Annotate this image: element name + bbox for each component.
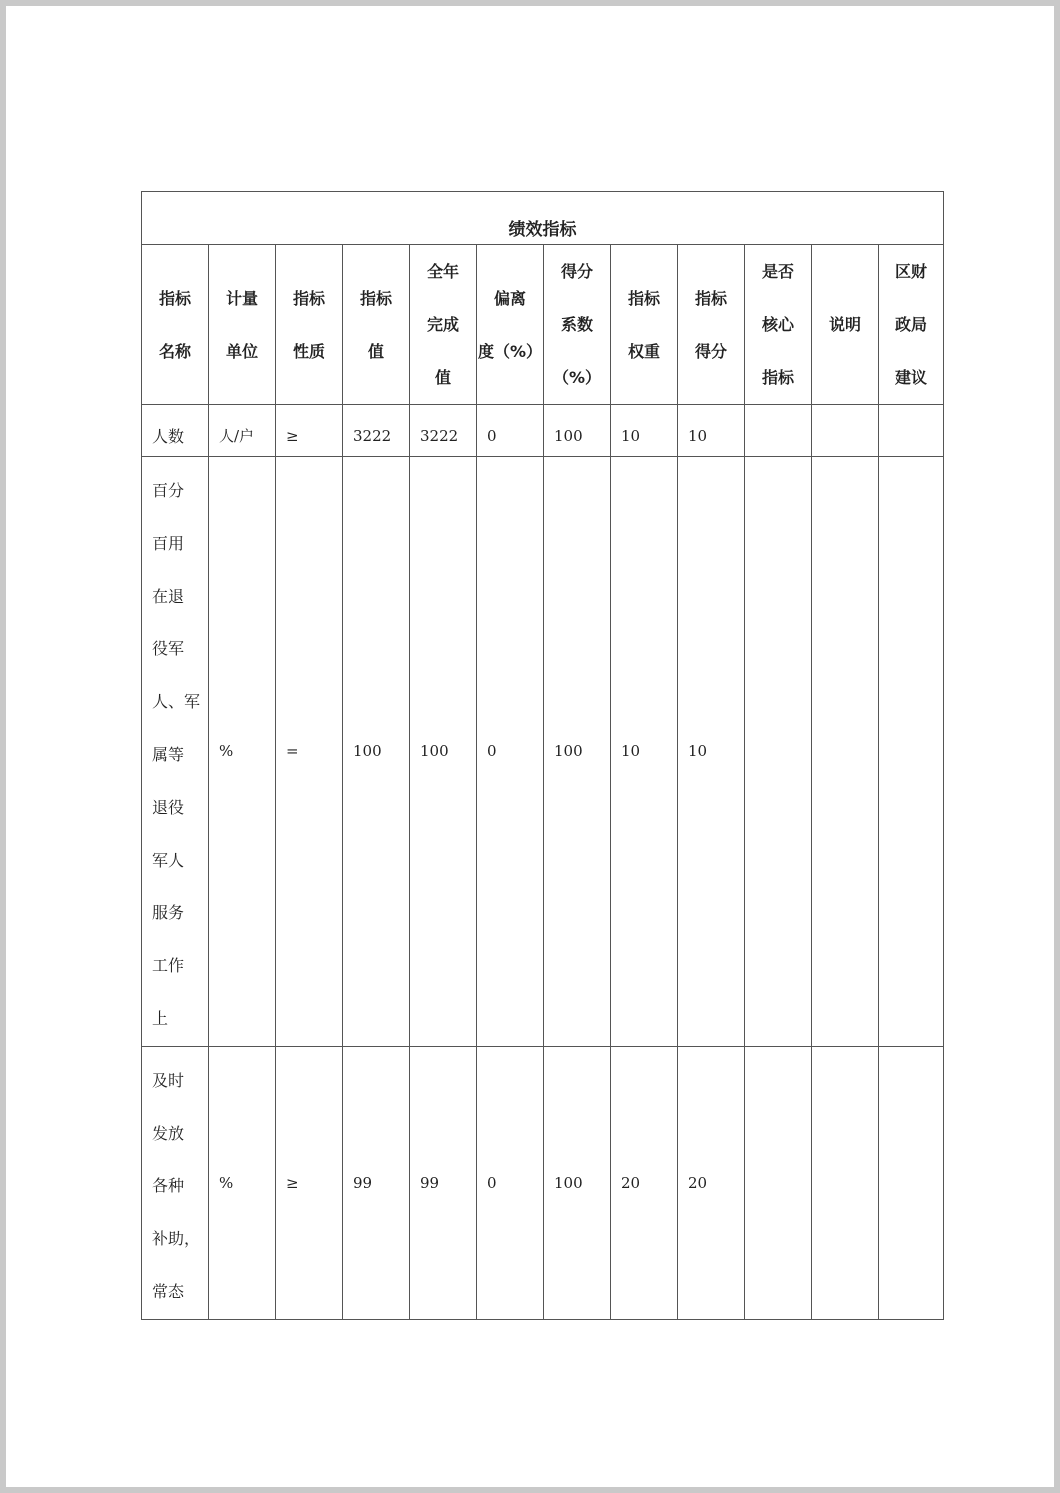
header-indicator-name <box>142 245 209 405</box>
table-body <box>142 405 944 1320</box>
cell-advice <box>879 1046 944 1319</box>
cell-actual: 100 <box>410 457 477 1047</box>
header-line: 说明 <box>828 315 861 334</box>
cell-actual: 3222 <box>410 405 477 457</box>
cell-nature: = <box>276 457 343 1047</box>
name-line: 发放 <box>152 1123 185 1143</box>
cell-core <box>745 457 812 1047</box>
cell-deviation: 0 <box>477 1046 544 1319</box>
name-line: 及时 <box>152 1070 185 1090</box>
cell-deviation: 0 <box>477 457 544 1047</box>
header-target-value <box>343 245 410 405</box>
header-line: 指标 <box>694 288 727 308</box>
header-line: 单位 <box>225 341 258 361</box>
header-nature <box>276 245 343 405</box>
document-page <box>6 6 1054 1487</box>
cell-deviation: 0 <box>477 405 544 457</box>
cell-nature: ≥ <box>276 1046 343 1319</box>
name-line: 百分 <box>152 481 185 500</box>
header-is-core <box>745 245 812 405</box>
header-line: 得分 <box>694 341 727 361</box>
cell-weight: 10 <box>611 405 678 457</box>
name-line: 退役 <box>152 797 185 817</box>
name-line: 上 <box>152 1008 169 1028</box>
name-line: 各种 <box>152 1176 185 1196</box>
name-line: 军人 <box>152 850 185 870</box>
header-line: 区财 <box>894 262 927 281</box>
header-line: 建议 <box>894 368 927 387</box>
table-row <box>142 457 944 1047</box>
cell-indicator-name: 人数 <box>142 405 209 457</box>
header-annual-actual <box>410 245 477 405</box>
header-line: 指标 <box>627 288 660 308</box>
performance-indicator-table <box>141 191 944 1320</box>
header-line: 值 <box>434 368 451 387</box>
cell-target: 99 <box>343 1046 410 1319</box>
cell-nature: ≥ <box>276 405 343 457</box>
header-line: 全年 <box>426 262 459 281</box>
header-score <box>678 245 745 405</box>
header-line: 名称 <box>158 341 191 361</box>
header-line: 值 <box>367 341 384 361</box>
cell-unit: % <box>209 457 276 1047</box>
header-line: 完成 <box>426 315 459 334</box>
table-title: 绩效指标 <box>142 192 944 245</box>
name-line: 常态 <box>152 1281 185 1301</box>
header-deviation <box>477 245 544 405</box>
header-note <box>812 245 879 405</box>
header-line: 指标 <box>359 288 392 308</box>
name-line: 人、军 <box>152 692 201 712</box>
header-line: 指标 <box>292 288 325 308</box>
header-line: 度（%） <box>477 341 543 361</box>
header-line: 权重 <box>627 341 660 361</box>
cell-coefficient: 100 <box>544 405 611 457</box>
header-line: 是否 <box>761 262 794 281</box>
name-line: 役军 <box>152 639 185 659</box>
cell-target: 100 <box>343 457 410 1047</box>
header-row <box>142 245 944 405</box>
table-row <box>142 405 944 457</box>
name-line: 在退 <box>152 586 185 606</box>
header-line: 核心 <box>761 315 794 334</box>
name-line: 百用 <box>152 533 185 553</box>
header-line: 偏离 <box>493 288 526 308</box>
cell-core <box>745 405 812 457</box>
header-line: 政局 <box>894 315 927 334</box>
cell-advice <box>879 457 944 1047</box>
header-line: 得分 <box>560 262 593 281</box>
header-line: 计量 <box>225 288 258 308</box>
cell-advice <box>879 405 944 457</box>
name-line: 服务 <box>152 903 185 923</box>
cell-score: 10 <box>678 405 745 457</box>
cell-unit: 人/户 <box>209 405 276 457</box>
cell-indicator-name <box>142 1046 209 1319</box>
cell-coefficient: 100 <box>544 457 611 1047</box>
cell-unit: % <box>209 1046 276 1319</box>
header-finance-advice <box>879 245 944 405</box>
cell-core <box>745 1046 812 1319</box>
cell-note <box>812 1046 879 1319</box>
header-line: （%） <box>552 368 602 387</box>
cell-indicator-name <box>142 457 209 1047</box>
cell-score: 20 <box>678 1046 745 1319</box>
header-score-coefficient <box>544 245 611 405</box>
header-line: 指标 <box>761 368 794 387</box>
cell-note <box>812 457 879 1047</box>
cell-note <box>812 405 879 457</box>
header-weight <box>611 245 678 405</box>
header-line: 指标 <box>158 288 191 308</box>
cell-score: 10 <box>678 457 745 1047</box>
name-line: 补助， <box>152 1229 201 1249</box>
table-row <box>142 1046 944 1319</box>
cell-actual: 99 <box>410 1046 477 1319</box>
header-line: 性质 <box>292 341 325 361</box>
cell-weight: 10 <box>611 457 678 1047</box>
cell-coefficient: 100 <box>544 1046 611 1319</box>
cell-target: 3222 <box>343 405 410 457</box>
name-line: 属等 <box>152 744 185 764</box>
header-unit <box>209 245 276 405</box>
header-line: 系数 <box>560 315 593 334</box>
cell-weight: 20 <box>611 1046 678 1319</box>
name-line: 工作 <box>152 956 185 976</box>
